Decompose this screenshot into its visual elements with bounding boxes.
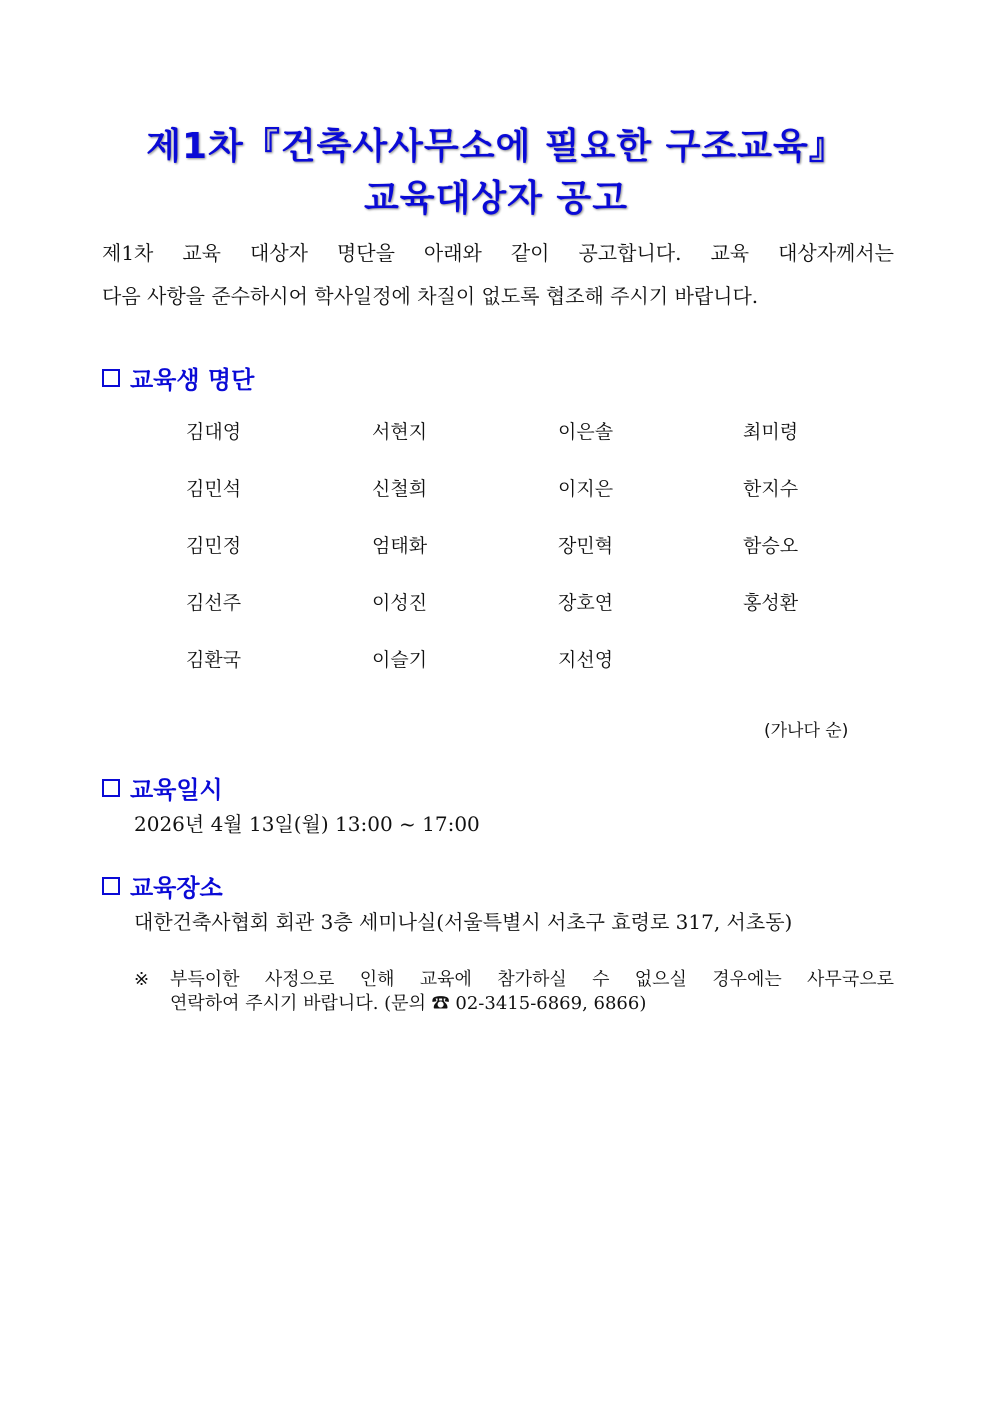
student-name: 이지은: [558, 478, 614, 500]
student-name: 서현지: [372, 421, 428, 443]
student-name: 이성진: [372, 592, 428, 614]
checkbox-square-icon: [102, 369, 120, 387]
notice-text: 부득이한 사정으로 인해 교육에 참가하실 수 없으실 경우에는 사무국으로: [170, 969, 894, 990]
student-name: 이슬기: [372, 649, 428, 671]
venue-address: 대한건축사협회 회관 3층 세미나실(서울특별시 서초구 효령로 317, 서초동): [134, 910, 793, 934]
section-heading-label: 교육장소: [130, 874, 223, 902]
student-name: 김대영: [186, 421, 242, 443]
student-name: 지선영: [558, 649, 614, 671]
section-heading-place: [102, 868, 223, 903]
section-heading-date: [102, 770, 223, 805]
student-name: 장호연: [558, 592, 614, 614]
order-note: (가나다 순): [764, 721, 849, 741]
notice-line-2: 연락하여 주시기 바랍니다. (문의 ☎ 02-3415-6869, 6866): [170, 993, 647, 1014]
student-name: 김환국: [186, 649, 242, 671]
checkbox-square-icon: [102, 877, 120, 895]
schedule-date-time: 2026년 4월 13일(월) 13:00 ~ 17:00: [134, 812, 480, 836]
student-name: 장민혁: [558, 535, 614, 557]
notice-line-1: [134, 968, 894, 992]
student-name: 김선주: [186, 592, 242, 614]
student-name: 최미령: [743, 421, 799, 443]
section-heading-students: [102, 360, 254, 395]
page-title-line-2: 교육대상자 공고: [364, 178, 628, 219]
intro-line-1: 제1차 교육 대상자 명단을 아래와 같이 공고합니다. 교육 대상자께서는: [102, 241, 894, 265]
checkbox-square-icon: [102, 779, 120, 797]
student-name: 함승오: [743, 535, 799, 557]
page-title-line-1: 제1차『건축사사무소에 필요한 구조교육』: [146, 126, 846, 167]
intro-line-2: 다음 사항을 준수하시어 학사일정에 차질이 없도록 협조해 주시기 바랍니다.: [102, 284, 759, 308]
student-name: 한지수: [743, 478, 799, 500]
reference-mark-icon: ※: [134, 969, 150, 990]
student-name: 홍성환: [743, 592, 799, 614]
student-name: 김민석: [186, 478, 242, 500]
section-heading-label: 교육생 명단: [130, 366, 255, 394]
student-name: 엄태화: [372, 535, 428, 557]
student-name: 김민정: [186, 535, 242, 557]
student-name: 신철희: [372, 478, 428, 500]
section-heading-label: 교육일시: [130, 776, 223, 804]
student-name: 이은솔: [558, 421, 614, 443]
